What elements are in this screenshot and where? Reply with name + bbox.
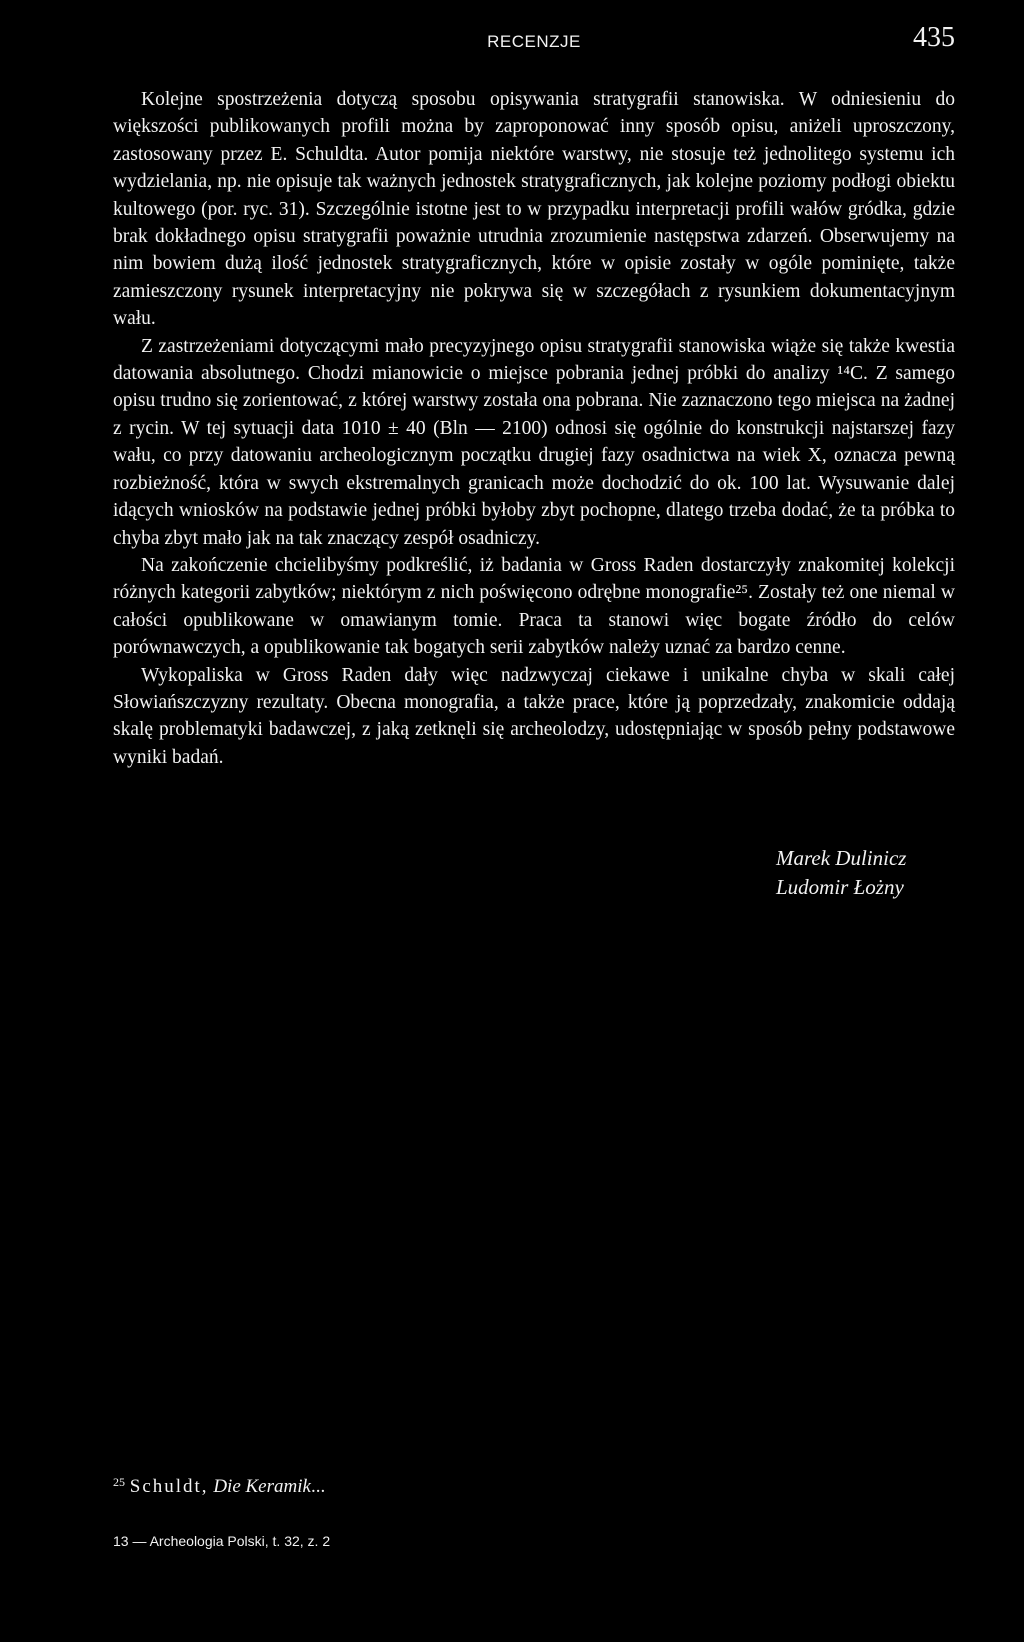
running-header [113, 22, 955, 62]
footnote-ellipsis: ... [310, 1476, 326, 1497]
author-name-2: Ludomir Łożny [776, 875, 904, 899]
body-text [113, 86, 955, 771]
paragraph-2: Z zastrzeżeniami dotyczącymi mało precyzyjnego opisu stratygrafii stanowiska wiąże się także kwestia datowania absolutnego. Chodzi mianowicie o miejsce pobrania jednej próbki do analizy ¹⁴C. Z samego opisu trudno się zorientować, z której warstwy została ona pobrana. Nie zaznaczono tego miejsca na żadnej z rycin. W tej sytuacji data 1010 ± 40 (Bln — 2100) odnosi się ogólnie do konstrukcji najstarszej fazy wału, co przy datowaniu archeologicznym początku drugiej fazy osadnictwa na wiek X, oznacza pewną rozbieżność, która w swych ekstremalnych granicach może dochodzić do ok. 100 lat. Wysuwanie dalej idących wniosków na podstawie jednej próbki byłoby zbyt pochopne, dlatego trzeba dodać, że ta próbka to chyba zbyt mało jak na tak znaczący zespół osadniczy. [113, 335, 955, 549]
footnote-number: 25 [113, 1475, 125, 1489]
author-name-1: Marek Dulinicz [776, 846, 907, 870]
page-number: 435 [913, 22, 955, 53]
paragraph-4: Wykopaliska w Gross Raden dały więc nadzwyczaj ciekawe i unikalne chyba w skali całej Słowiańszczyzny rezultaty. Obecna monografia, a także prace, które ją poprzedzały, znakomicie oddają skalę problematyki badawczej, z jaką zetknęli się archeolodzy, udostępniając w sposób pełny podstawowe wyniki badań. [113, 664, 955, 768]
footnote-title: Die Keramik [213, 1476, 311, 1497]
printer-signature-mark: 13 — Archeologia Polski, t. 32, z. 2 [113, 1533, 331, 1549]
author-signatures [776, 844, 906, 902]
paragraph-1: Kolejne spostrzeżenia dotyczą sposobu opisywania stratygrafii stanowiska. W odniesieniu do większości publikowanych profili można by zaproponować inny sposób opisu, aniżeli uproszczony, zastosowany przez E. Schuldta. Autor pomija niektóre warstwy, nie stosuje też jednolitego systemu ich wydzielania, np. nie opisuje tak ważnych jednostek stratygraficznych, jak kolejne poziomy podłogi obiektu kultowego (por. ryc. 31). Szczególnie istotne jest to w przypadku interpretacji profili wałów gródka, gdzie brak dokładnego opisu stratygrafii poważnie utrudnia zrozumienie następstwa zdarzeń. Obserwujemy na nim bowiem dużą ilość jednostek stratygraficznych, które w opisie zostały w ogóle pominięte, także zamieszczony rysunek interpretacyjny nie pokrywa się w szczegółach z rysunkiem dokumentacyjnym wału. [113, 89, 955, 330]
footnote-author: Schuldt, [129, 1476, 209, 1497]
section-title: RECENZJE [487, 32, 581, 51]
footnote [113, 1475, 325, 1498]
paragraph-3: Na zakończenie chcielibyśmy podkreślić, iż badania w Gross Raden dostarczyły znakomitej kolekcji różnych kategorii zabytków; niektórym z nich poświęcono odrębne monografie²⁵. Zostały też one niemal w całości opublikowane w omawianym tomie. Praca ta stanowi więc bogate źródło do celów porównawczych, a opublikowanie tak bogatych serii zabytków należy uznać za bardzo cenne. [113, 554, 955, 659]
